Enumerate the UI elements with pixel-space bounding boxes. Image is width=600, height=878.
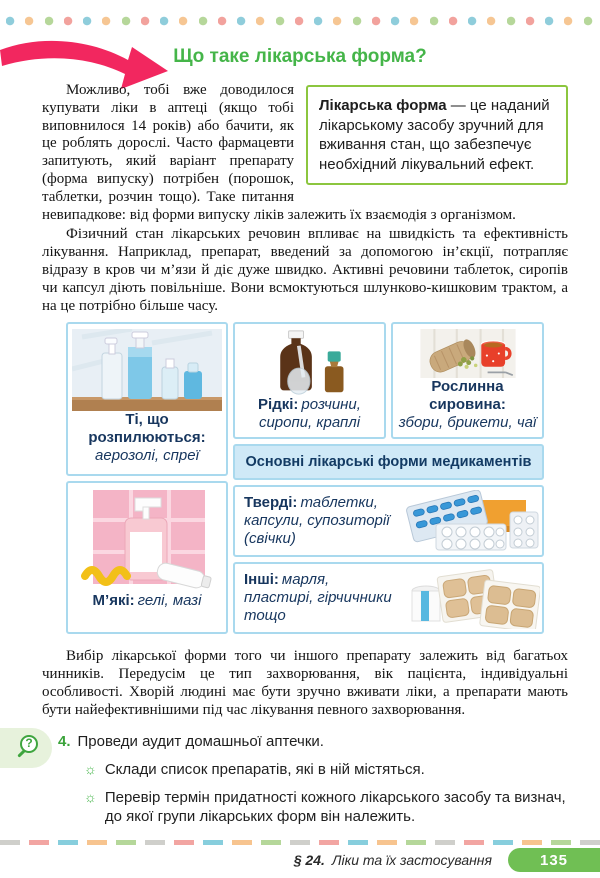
other-items: марля, пластирі, гірчичники тощо [244,571,392,625]
task-item-1 [84,760,568,779]
liquid-label: Рідкі: [258,396,299,414]
decorative-dots-border [6,15,600,27]
plant-label: Рослинна сировина: [429,378,506,414]
paragraph-1: Можливо, тобі вже доводилося купувати ліки в аптеці (якщо тобі виповнилося 14 років) або бачити, як це роблять дорослі. Часто фармацевти запитують, який варіант препарату (форма випуску) потрібен (порошок, таблетки, розчин тощо). Таке питання невипадкове: від форми випуску ліків залежить їх взаємодія з організмом. [42,82,516,223]
footer-chapter-title: Ліки та їх застосування [331,852,492,868]
pill-blisters-image [406,490,540,552]
herbs-sack-tea-mug-image [400,329,536,378]
cell-liquid [233,322,386,439]
diagram-right-column [233,322,544,634]
page-title: Що таке лікарська форма? [173,46,427,67]
solid-text [244,494,402,548]
tasks-block [25,732,568,826]
spray-items: аерозолі, спреї [95,447,199,465]
soft-items: гелі, мазі [137,591,202,609]
page-number-badge: 135 [508,848,600,872]
soft-text [93,592,202,610]
definition-term: Лікарська форма [319,97,447,114]
spray-label: Ті, що розпилюються: [88,411,206,447]
page-footer [294,848,600,872]
drug-forms-diagram [66,322,544,634]
footer-section-title [294,852,492,868]
cell-solid [233,485,544,557]
spray-bottles-image [72,329,222,411]
other-text [244,571,402,625]
mustard-plasters-roll-image [406,567,540,629]
cell-plant [391,322,544,439]
liquid-text [239,396,380,432]
task-heading [58,732,568,751]
sun-bullet-icon: ☼ [84,760,97,777]
paragraph-3: Вибір лікарської форми того чи іншого препарату залежить від багатьох чинників. Передусім це тип захворювання, вік пацієнта, індивідуальні особливості. Хворій людині має бути зручно вживати ліки, а препарати мають бути найефективнішими під час лікування певного захворювання. [42,648,568,718]
task-number: 4. [58,732,71,750]
magnifier-question-icon [17,735,43,761]
footer-paragraph-number: § 24. [293,852,325,868]
paragraph-2: Фізичний стан лікарських речовин впливає на швидкість та ефективність лікування. Наприклад, препарат, введений за допомогою ін’єкції, потрапляє відразу в кров чи м’язи й діє дуже швидко. Активні речовини таблеток, сиропів чи капсул діють повільніше. Вони всмоктуються шлунково-кишковим трактом, а на це потрібно більше часу. [42,226,568,314]
liquid-items: розчини, сиропи, краплі [258,396,361,432]
magnifier-handle [17,749,25,757]
task-title: Проведи аудит домашньої аптечки. [77,732,324,750]
solid-label: Тверді: [244,494,298,512]
gel-dispenser-tube-image [73,488,221,592]
soft-label: М’які: [92,591,135,609]
cell-soft [66,481,228,635]
solid-items: таблетки, капсули, супозиторії (свічки) [244,494,390,548]
task-item-2 [84,788,568,826]
cell-spray [66,322,228,476]
definition-box [306,85,568,185]
page-content [25,82,568,826]
diagram-left-column [66,322,228,634]
definition-text: — це наданий лікарському засобу зручний для вживання стан, що забезпечує необхідний лікувальний ефект. [319,97,550,173]
decorative-dashes-border [0,840,600,845]
cell-other [233,562,544,634]
syrup-bottle-dropper-image [260,329,360,396]
task-item-1-text: Склади список препаратів, які в ній містяться. [104,760,425,778]
other-label: Інші: [244,571,279,589]
task-item-2-text: Перевір термін придатності кожного лікарського засобу та визнач, до якої групи лікарських форм він належить. [104,788,566,825]
plant-items: збори, брикети, чаї [398,414,537,432]
sun-bullet-icon: ☼ [84,788,97,805]
question-mark-glyph: ? [20,735,38,753]
task-tab [0,728,52,768]
diagram-top-row [233,322,544,439]
diagram-title: Основні лікарські форми медикаментів [233,444,544,480]
